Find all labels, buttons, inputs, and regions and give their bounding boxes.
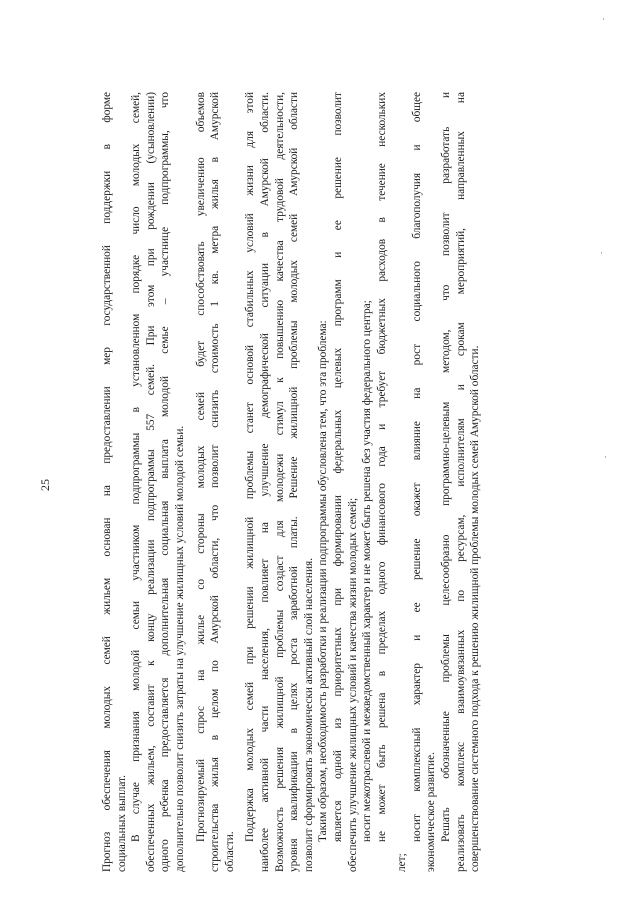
text-line: Поддержка молодых семей при решении жилищной проблемы станет основой стабильных условий жизни для этой — [244, 92, 257, 842]
text-line: лет; — [396, 853, 409, 872]
page-number: 25 — [38, 479, 52, 491]
text-line: одного ребенка предоставляется дополнительная социальная выплата молодой семье – участнице подпрограммы, что — [159, 92, 172, 872]
text-line: не может быть решена в пределах одного финансового года и требует бюджетных расходов в течение нескольких — [375, 92, 388, 842]
text-line: дополнительно позволит снизить затраты на улучшение жилищных условий молодой семьи. — [173, 425, 186, 872]
text-line: реализовать комплекс взаимоувязанных по ресурсам, исполнителям и срокам мероприятий, направленных на — [454, 92, 467, 872]
text-line: области. — [223, 831, 236, 872]
text-line: является одной из приоритетных при формировании федеральных целевых программ и ее решение позволит — [331, 92, 344, 842]
text-line: Прогноз обеспечения молодых семей жильем основан на предоставлении мер государственной поддержки в форме — [101, 92, 113, 872]
text-line: строительства жилья в целом по Амурской области, что позволит снизить стоимость 1 кв. метра жилья в Амурской — [209, 92, 222, 872]
text-line: наиболее активной части населения, повлияет на улучшение демографической ситуации в Амурской области. — [258, 92, 271, 872]
text-line: уровня квалификации в целях роста заработной платы. Решение жилищной проблемы молодых семей Амурской области — [288, 92, 301, 872]
text-line: Прогнозируемый спрос на жилье со стороны молодых семей будет способствовать увеличению объемов — [194, 92, 207, 842]
text-line: позволит сформировать экономически активный слой населения. — [302, 557, 315, 872]
text-line: носит межотраслевой и межведомственный характер и не может быть решена без участия федерального центра; — [361, 300, 374, 842]
text-line: Возможность решения жилищной проблемы создаст для молодежи стимул к повышению качества трудовой деятельности, — [273, 92, 286, 872]
text-line: обеспечить улучшение жилищных условий и качества жизни молодых семей; — [346, 497, 359, 872]
text-line: В случае признания молодой семьи участником подпрограммы в установленном порядке число молодых семей, — [130, 92, 143, 842]
scan-speck: · — [600, 248, 603, 258]
text-line: совершенствование системного подхода к решению жилищной проблемы молодых семей Амурской области. — [469, 345, 482, 872]
rotated-text-block — [38, 92, 492, 872]
scan-speck: · — [604, 452, 607, 462]
text-line: Решать обозначенные проблемы целесообразно программно-целевым методом, что позволит разработать и — [440, 92, 453, 842]
text-line: социальных выплат. — [115, 774, 128, 872]
scan-speck: · — [602, 14, 605, 24]
text-line: Таким образом, необходимость разработки и реализации подпрограммы обусловлена тем, что эта проблема: — [317, 320, 330, 842]
text-line: обеспеченных жильем, составит к концу реализации подпрограммы 557 семей. При этом при рождении (усыновлении) — [144, 92, 157, 872]
text-line: носит комплексный характер и ее решение окажет влияние на рост социального благополучия и общее — [410, 92, 423, 842]
text-line: экономическое развитие. — [425, 752, 438, 872]
body-text — [100, 92, 483, 872]
